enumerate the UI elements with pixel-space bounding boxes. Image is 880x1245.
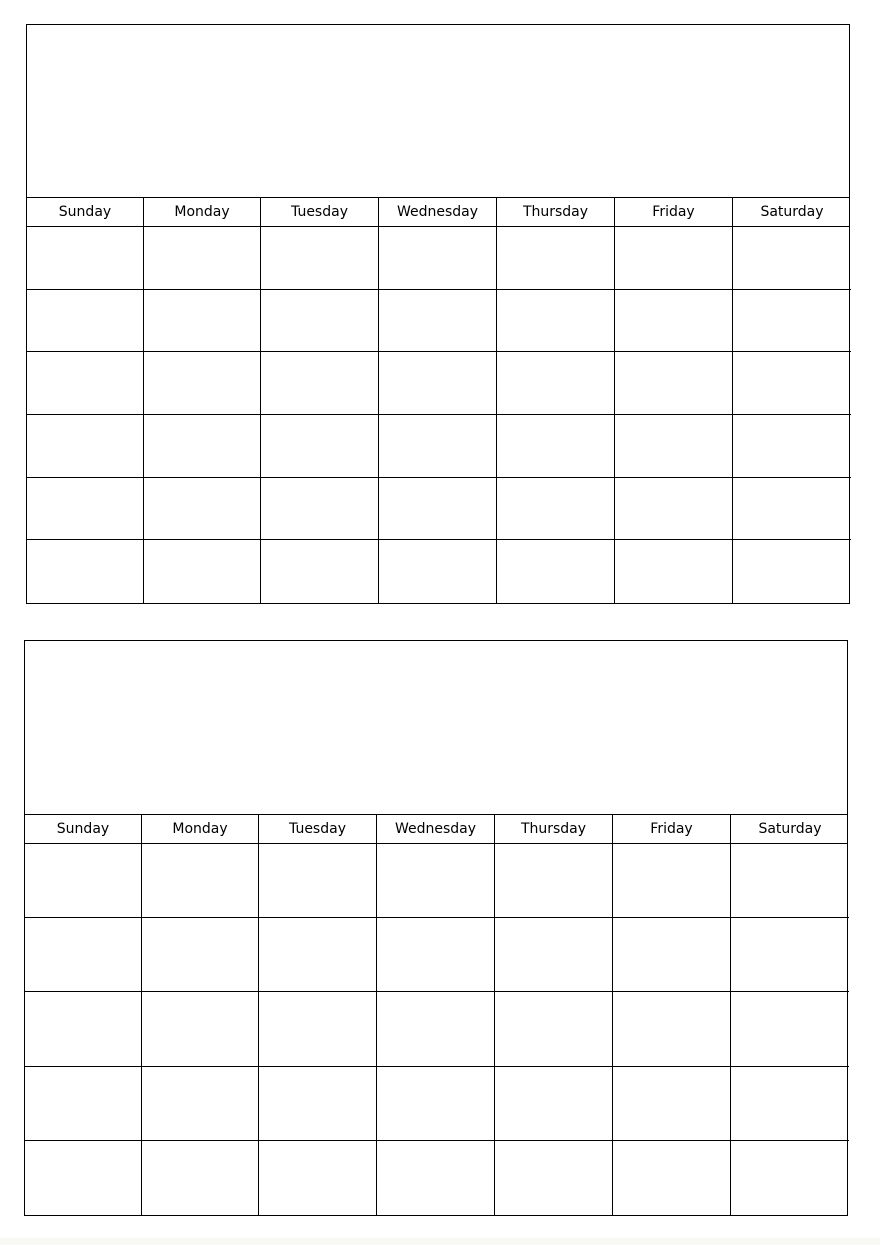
day-cell: [142, 1141, 259, 1215]
day-cell: [261, 290, 379, 353]
day-cell: [497, 540, 615, 603]
day-cell: [379, 227, 497, 290]
weekday-thursday: Thursday: [497, 198, 615, 226]
day-cell: [733, 227, 851, 290]
weekday-wednesday: Wednesday: [377, 815, 495, 843]
day-cell: [377, 918, 495, 992]
day-cell: [377, 844, 495, 918]
day-cell: [497, 352, 615, 415]
day-cell: [144, 290, 261, 353]
day-cell: [615, 478, 733, 541]
day-cell: [613, 844, 731, 918]
weekday-header-row: [27, 198, 849, 227]
day-cell: [259, 844, 377, 918]
day-cell: [259, 918, 377, 992]
weekday-saturday: Saturday: [760, 204, 824, 220]
weekday-monday: Monday: [144, 198, 261, 226]
day-cell: [731, 1067, 849, 1141]
day-cell: [497, 227, 615, 290]
day-cell: [379, 290, 497, 353]
day-cell: [379, 415, 497, 478]
weekday-tuesday: Tuesday: [259, 815, 377, 843]
day-cell: [25, 918, 142, 992]
day-cell: [142, 918, 259, 992]
day-cell: [144, 227, 261, 290]
day-cell: [261, 352, 379, 415]
day-cell: [259, 1141, 377, 1215]
day-cell: [731, 1141, 849, 1215]
day-cell: [27, 290, 144, 353]
day-cell: [613, 1141, 731, 1215]
day-cell: [144, 478, 261, 541]
day-cell: [377, 1067, 495, 1141]
day-cell: [613, 1067, 731, 1141]
day-cell: [27, 415, 144, 478]
day-cell: [379, 352, 497, 415]
day-cell: [379, 478, 497, 541]
weekday-thursday: Thursday: [495, 815, 613, 843]
day-cell: [495, 1067, 613, 1141]
day-cell: [613, 992, 731, 1066]
day-cell: [495, 918, 613, 992]
day-cell: [142, 844, 259, 918]
weekday-sunday: Sunday: [25, 815, 142, 843]
weekday-friday: Friday: [615, 198, 733, 226]
calendar-bottom: [24, 640, 848, 1216]
day-cell: [495, 1141, 613, 1215]
day-cell: [261, 478, 379, 541]
day-cell: [497, 415, 615, 478]
weekday-sunday: Sunday: [27, 198, 144, 226]
weekday-friday: Friday: [613, 815, 731, 843]
calendar-top: [26, 24, 850, 604]
weekday-wednesday: Wednesday: [379, 198, 497, 226]
day-cell: [261, 227, 379, 290]
day-cell: [144, 352, 261, 415]
day-cell: [25, 1141, 142, 1215]
page-bottom-edge: [0, 1238, 880, 1245]
day-cell: [142, 992, 259, 1066]
day-cell: [733, 290, 851, 353]
day-cell: [25, 844, 142, 918]
day-cell: [615, 227, 733, 290]
day-cell: [497, 478, 615, 541]
day-cell: [733, 540, 851, 603]
day-cell: [497, 290, 615, 353]
day-cell: [144, 415, 261, 478]
day-cell: [733, 415, 851, 478]
day-cell: [259, 1067, 377, 1141]
weekday-monday: Monday: [142, 815, 259, 843]
day-cell: [495, 992, 613, 1066]
day-cell: [495, 844, 613, 918]
month-title-area: [27, 25, 849, 198]
day-cell: [259, 992, 377, 1066]
day-cell: [142, 1067, 259, 1141]
day-cell: [377, 1141, 495, 1215]
day-cell: [27, 478, 144, 541]
day-cell: [615, 540, 733, 603]
day-cell: [27, 352, 144, 415]
day-grid: [25, 844, 847, 1215]
day-cell: [731, 844, 849, 918]
weekday-saturday: Saturday: [758, 821, 822, 837]
day-cell: [615, 290, 733, 353]
day-cell: [261, 415, 379, 478]
day-cell: [144, 540, 261, 603]
day-cell: [25, 992, 142, 1066]
day-cell: [377, 992, 495, 1066]
day-cell: [25, 1067, 142, 1141]
day-cell: [261, 540, 379, 603]
day-cell: [615, 352, 733, 415]
day-cell: [379, 540, 497, 603]
day-cell: [613, 918, 731, 992]
day-cell: [731, 918, 849, 992]
month-title-area: [25, 641, 847, 815]
day-cell: [731, 992, 849, 1066]
day-cell: [27, 540, 144, 603]
day-cell: [27, 227, 144, 290]
day-cell: [615, 415, 733, 478]
weekday-tuesday: Tuesday: [261, 198, 379, 226]
day-cell: [733, 478, 851, 541]
weekday-header-row: [25, 815, 847, 844]
day-grid: [27, 227, 849, 603]
day-cell: [733, 352, 851, 415]
